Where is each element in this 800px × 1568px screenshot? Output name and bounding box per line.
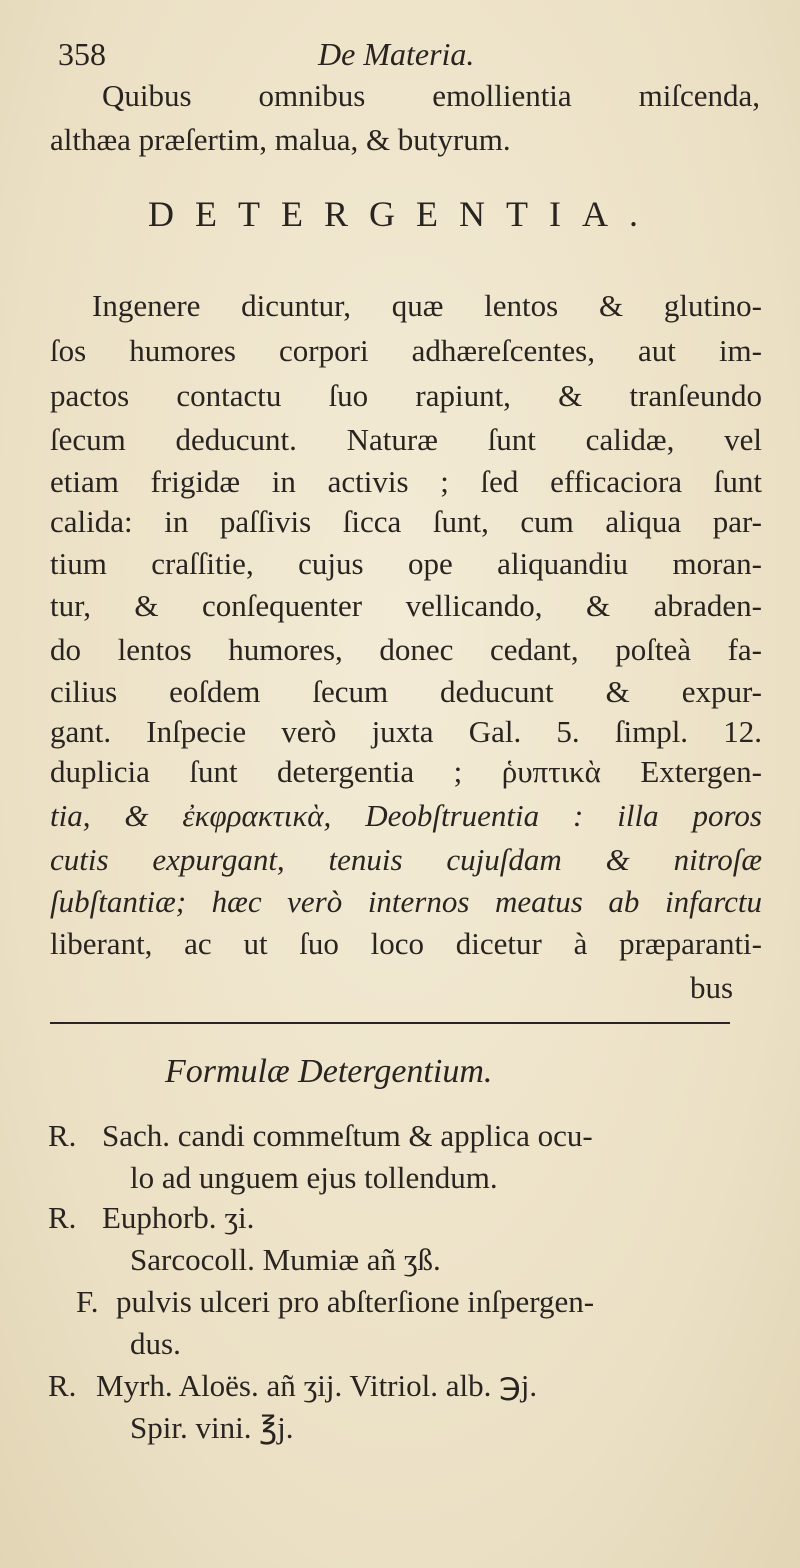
paragraph-line: tur, & conſequenter vellicando, & abraden- bbox=[50, 588, 762, 623]
catchword: bus bbox=[690, 970, 734, 1005]
recipe-line: Euphorb. ʒi. bbox=[102, 1200, 255, 1235]
paragraph-line: gant. Inſpecie verò juxta Gal. 5. ſimpl. 12. bbox=[50, 714, 762, 749]
intro-line: Quibus omnibus emollientia miſcenda, bbox=[102, 78, 760, 113]
paragraph-line: duplicia ſunt detergentia ; ῥυπτικὰ Extergen- bbox=[50, 754, 762, 789]
section-heading: DETERGENTIA. bbox=[148, 194, 659, 234]
paragraph-line: tia, & ἐκφρακτικὰ, Deobſtruentia : illa poros bbox=[50, 798, 762, 833]
paragraph-line: liberant, ac ut ſuo loco dicetur à præparanti- bbox=[50, 926, 762, 961]
recipe-prefix: F. bbox=[76, 1284, 99, 1319]
recipe-line: Sarcocoll. Mumiæ añ ʒß. bbox=[130, 1242, 441, 1277]
paragraph-line: do lentos humores, donec cedant, poſteà fa- bbox=[50, 632, 762, 667]
paragraph-line: pactos contactu ſuo rapiunt, & tranſeundo bbox=[50, 378, 762, 413]
recipe-line: lo ad unguem ejus tollendum. bbox=[130, 1160, 498, 1195]
paragraph-line: etiam frigidæ in activis ; ſed efficaciora ſunt bbox=[50, 464, 762, 499]
recipe-prefix: R. bbox=[48, 1368, 77, 1403]
paragraph-line: cilius eoſdem ſecum deducunt & expur- bbox=[50, 674, 762, 709]
recipe-line: Sach. candi commeſtum & applica ocu- bbox=[102, 1118, 593, 1153]
formulae-title: Formulæ Detergentium. bbox=[165, 1053, 493, 1090]
recipe-line: dus. bbox=[130, 1326, 181, 1361]
paragraph-line: cutis expurgant, tenuis cujuſdam & nitroſæ bbox=[50, 842, 762, 877]
paragraph-line: ſos humores corpori adhæreſcentes, aut im- bbox=[50, 333, 762, 368]
recipe-prefix: R. bbox=[48, 1200, 77, 1235]
recipe-prefix: R. bbox=[48, 1118, 77, 1153]
page-number: 358 bbox=[58, 36, 106, 72]
paragraph-line: Ingenere dicuntur, quæ lentos & glutino- bbox=[92, 288, 762, 323]
recipe-line: Spir. vini. ℥j. bbox=[130, 1410, 294, 1445]
paragraph-line: calida: in paſſivis ſicca ſunt, cum aliqua par- bbox=[50, 504, 762, 539]
separator-rule bbox=[50, 1022, 730, 1024]
running-title: De Materia. bbox=[318, 36, 475, 72]
paragraph-line: tium craſſitie, cujus ope aliquandiu moran- bbox=[50, 546, 762, 581]
recipe-line: Myrh. Aloës. añ ʒij. Vitriol. alb. ℈j. bbox=[96, 1368, 538, 1403]
recipe-line: pulvis ulceri pro abſterſione inſpergen- bbox=[116, 1284, 595, 1319]
paragraph-line: ſecum deducunt. Naturæ ſunt calidæ, vel bbox=[50, 422, 762, 457]
intro-line: althæa præſertim, malua, & butyrum. bbox=[50, 122, 511, 157]
paragraph-line: ſubſtantiæ; hæc verò internos meatus ab infarctu bbox=[50, 884, 762, 919]
